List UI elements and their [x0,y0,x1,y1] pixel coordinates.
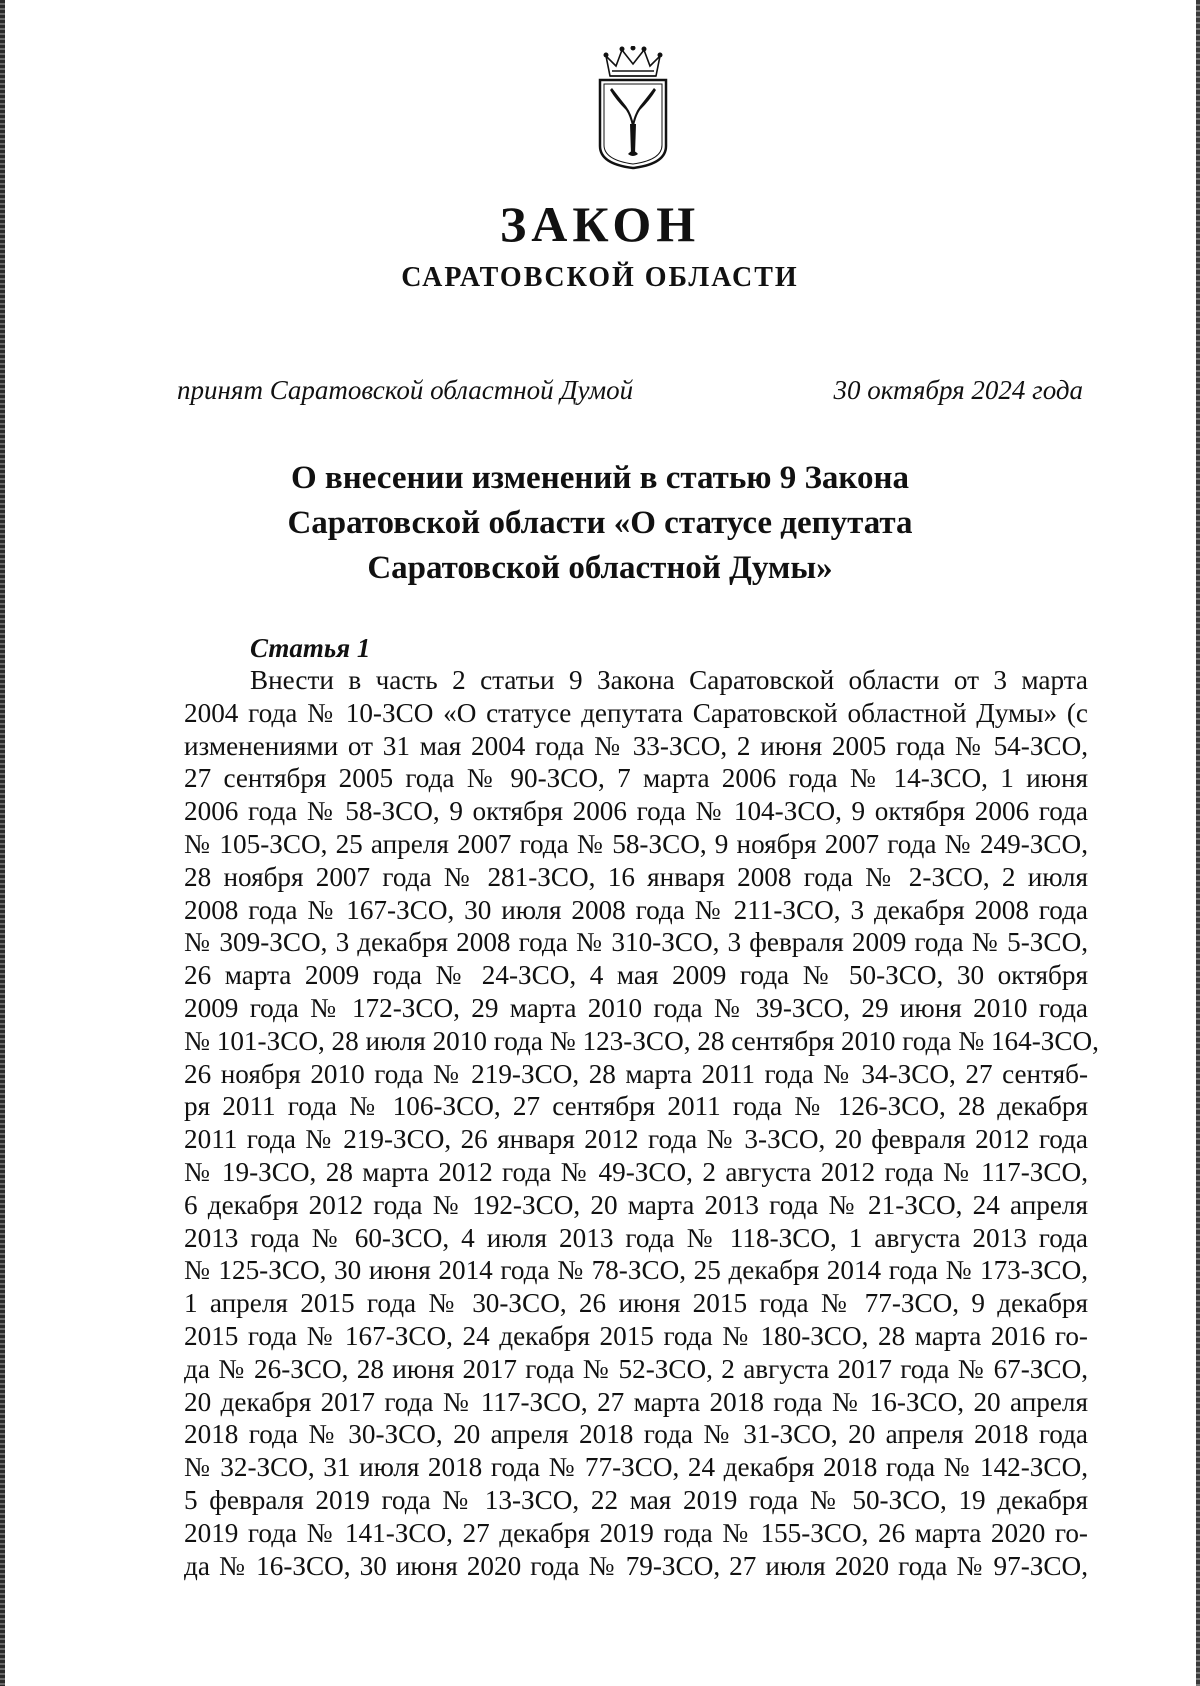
document-title: ЗАКОН [499,196,701,252]
law-title-line: Саратовской областной Думы» [367,550,833,586]
body-line: 6 декабря 2012 года № 192-ЗСО, 20 марта 2013 года № 21-ЗСО, 24 апреля [184,1189,1088,1220]
body-line: № 101-ЗСО, 28 июля 2010 года № 123-ЗСО, 28 сентября 2010 года № 164-ЗСО, [184,1025,1099,1056]
body-line: изменениями от 31 мая 2004 года № 33-ЗСО, 2 июня 2005 года № 54-ЗСО, [184,730,1088,761]
adoption-note: принят Саратовской областной Думой [177,375,634,405]
body-line: 2006 года № 58-ЗСО, 9 октября 2006 года № 104-ЗСО, 9 октября 2006 года [184,796,1088,827]
document-subtitle: САРАТОВСКОЙ ОБЛАСТИ [401,262,799,293]
body-line: 28 ноября 2007 года № 281-ЗСО, 16 января 2008 года № 2-ЗСО, 2 июля [184,861,1088,892]
body-line: да № 16-ЗСО, 30 июня 2020 года № 79-ЗСО, 27 июля 2020 года № 97-ЗСО, [184,1550,1088,1581]
body-line: 5 февраля 2019 года № 13-ЗСО, 22 мая 2019 года № 50-ЗСО, 19 декабря [184,1484,1088,1515]
body-line: 26 марта 2009 года № 24-ЗСО, 4 мая 2009 года № 50-ЗСО, 30 октября [184,960,1088,991]
body-line: № 19-ЗСО, 28 марта 2012 года № 49-ЗСО, 2 августа 2012 года № 117-ЗСО, [184,1156,1088,1187]
body-line: 2009 года № 172-ЗСО, 29 марта 2010 года № 39-ЗСО, 29 июня 2010 года [184,992,1088,1023]
body-line: 2015 года № 167-ЗСО, 24 декабря 2015 года № 180-ЗСО, 28 марта 2016 го- [184,1320,1088,1351]
body-line: № 309-ЗСО, 3 декабря 2008 года № 310-ЗСО, 3 февраля 2009 года № 5-ЗСО, [184,927,1088,958]
body-line: да № 26-ЗСО, 28 июня 2017 года № 52-ЗСО, 2 августа 2017 года № 67-ЗСО, [184,1353,1088,1384]
article-body [184,664,1099,1582]
body-line: ря 2011 года № 106-ЗСО, 27 сентября 2011 года № 126-ЗСО, 28 декабря [184,1091,1088,1122]
law-title [200,456,1000,591]
body-line: № 32-ЗСО, 31 июля 2018 года № 77-ЗСО, 24 декабря 2018 года № 142-ЗСО, [184,1452,1088,1483]
body-line: 2008 года № 167-ЗСО, 30 июля 2008 года № 211-ЗСО, 3 декабря 2008 года [184,894,1088,925]
adoption-date: 30 октября 2024 года [833,375,1083,405]
article-heading: Статья 1 [250,633,371,663]
body-line: 2011 года № 219-ЗСО, 26 января 2012 года № 3-ЗСО, 20 февраля 2012 года [184,1124,1088,1155]
body-line: № 105-ЗСО, 25 апреля 2007 года № 58-ЗСО, 9 ноября 2007 года № 249-ЗСО, [184,828,1088,859]
body-line: 2013 года № 60-ЗСО, 4 июля 2013 года № 118-ЗСО, 1 августа 2013 года [184,1222,1088,1253]
law-title-line: О внесении изменений в статью 9 Закона [290,460,910,496]
body-line: 2004 года № 10-ЗСО «О статусе депутата Саратовской областной Думы» (с [184,697,1088,728]
body-line: 2018 года № 30-ЗСО, 20 апреля 2018 года № 31-ЗСО, 20 апреля 2018 года [184,1419,1088,1450]
body-line: № 125-ЗСО, 30 июня 2014 года № 78-ЗСО, 25 декабря 2014 года № 173-ЗСО, [184,1255,1088,1286]
body-line: 1 апреля 2015 года № 30-ЗСО, 26 июня 2015 года № 77-ЗСО, 9 декабря [184,1288,1088,1319]
law-title-line: Саратовской области «О статусе депутата [287,505,913,541]
body-line: Внести в часть 2 статьи 9 Закона Саратовской области от 3 марта [250,665,1088,695]
body-line: 26 ноября 2010 года № 219-ЗСО, 28 марта 2011 года № 34-ЗСО, 27 сентяб- [184,1058,1088,1089]
body-line: 20 декабря 2017 года № 117-ЗСО, 27 марта 2018 года № 16-ЗСО, 20 апреля [184,1386,1088,1417]
body-line: 2019 года № 141-ЗСО, 27 декабря 2019 года № 155-ЗСО, 26 марта 2020 го- [184,1517,1088,1548]
saratov-coat-of-arms-icon [596,46,670,170]
body-line: 27 сентября 2005 года № 90-ЗСО, 7 марта 2006 года № 14-ЗСО, 1 июня [184,763,1088,794]
